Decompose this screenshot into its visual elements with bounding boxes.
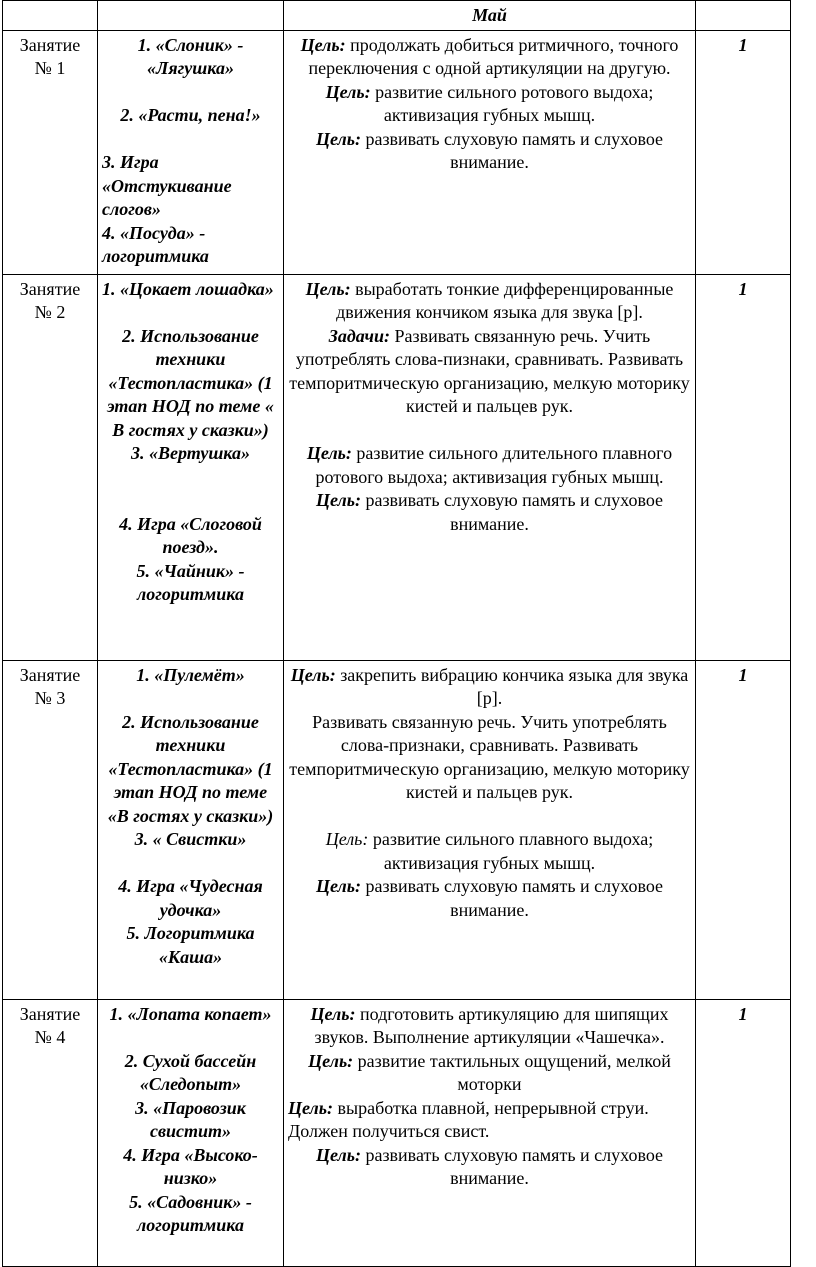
activity-item: 3. «Паровозик свистит»	[135, 1097, 246, 1141]
goal-label: Цель:	[290, 664, 336, 685]
lesson-label: Занятие	[19, 278, 81, 299]
activity-item: 5. Логоритмика «Каша»	[126, 923, 255, 967]
goal-text: развивать слуховую память и слуховое внимание.	[360, 128, 664, 172]
goal-label: Цель:	[315, 876, 361, 896]
goal-text: продолжать добиться ритмичного, точного переключения с одной артикуляции на другую.	[308, 34, 679, 78]
activity-item: 2. Сухой бассейн «Следопыт»	[124, 1050, 257, 1094]
goal-text: выработать тонкие дифференцированные движения кончиком языка для звука [р].	[336, 278, 674, 322]
lesson-number: № 2	[34, 302, 66, 322]
activity-item: 2. Использование техники «Тестопластика» (1 этап НОД по теме « В гостях у сказки»)	[107, 325, 274, 440]
activities-cell	[98, 30, 284, 274]
goal-item	[288, 81, 691, 128]
goal-item	[288, 711, 691, 805]
activity-item: 2. «Расти, пена!»	[120, 105, 261, 125]
goals-cell	[284, 999, 696, 1266]
activity-item: 4. «Посуда» - логоритмика	[102, 222, 209, 266]
goals-cell	[284, 274, 696, 660]
hours-cell: 1	[696, 660, 791, 999]
goal-text: развитие сильного плавного выдоха; активизация губных мышц.	[368, 829, 654, 873]
header-cell-empty	[3, 1, 98, 31]
goal-item	[288, 875, 691, 922]
table-row	[3, 274, 791, 660]
lesson-label: Занятие	[19, 664, 81, 685]
goal-text: развивать слуховую память и слуховое внимание.	[360, 876, 664, 920]
goals-cell	[284, 30, 696, 274]
lesson-number-cell	[3, 999, 98, 1266]
activities-cell	[98, 999, 284, 1266]
goal-item	[288, 442, 691, 489]
activities-cell	[98, 660, 284, 999]
goal-label: Цель:	[315, 490, 361, 510]
activities-cell	[98, 274, 284, 660]
goal-text: Развивать связанную речь. Учить употреблять слова-признаки, сравнивать. Развивать темпоритмическую организацию, мелкую моторику кистей и пальцев рук.	[289, 711, 690, 802]
table-row	[3, 660, 791, 999]
goal-text: развивать слуховую память и слуховое внимание.	[360, 1144, 664, 1188]
lesson-number-cell	[3, 30, 98, 274]
goal-text: развивать слуховую память и слуховое внимание.	[360, 490, 664, 534]
goal-item	[288, 278, 691, 325]
hours-cell: 1	[696, 30, 791, 274]
goal-label: Цель:	[288, 1097, 333, 1118]
goal-text: подготовить артикуляцию для шипящих звуков. Выполнение артикуляции «Чашечка».	[314, 1003, 669, 1047]
goal-label: Цель:	[306, 443, 352, 463]
goal-item	[288, 325, 691, 419]
goal-label: Цель:	[305, 278, 351, 299]
hours-cell: 1	[696, 274, 791, 660]
lesson-label: Занятие	[19, 1003, 81, 1024]
table-row	[3, 999, 791, 1266]
goal-item	[288, 1003, 691, 1050]
activity-item: 4. Игра «Слоговой поезд».	[119, 513, 262, 557]
activity-item: 1. «Цокает лошадка»	[102, 278, 274, 299]
goal-text: развитие сильного ротового выдоха; активизация губных мышц.	[370, 81, 654, 125]
activity-item: 5. «Садовник» - логоритмика	[129, 1191, 252, 1235]
lesson-number: № 3	[34, 688, 66, 708]
activity-item: 4. Игра «Высоко-низко»	[123, 1144, 258, 1188]
goal-text: развитие сильного длительного плавного ротового выдоха; активизация губных мышц.	[315, 443, 673, 487]
lesson-number-cell	[3, 660, 98, 999]
goal-item	[288, 664, 691, 711]
header-cell-empty	[98, 1, 284, 31]
activity-item: 3. «Вертушка»	[131, 443, 250, 463]
table-row	[3, 30, 791, 274]
goal-text: закрепить вибрацию кончика языка для звука [р].	[335, 664, 689, 708]
month-header: Май	[284, 1, 696, 31]
activity-item: 5. «Чайник» - логоритмика	[136, 560, 245, 604]
goal-label: Цель:	[325, 829, 369, 849]
goal-item	[288, 489, 691, 536]
goal-label: Цель:	[315, 128, 361, 149]
goal-item	[288, 34, 691, 81]
lesson-number: № 4	[34, 1027, 66, 1047]
activity-item: 1. «Слоник» - «Лягушка»	[137, 34, 244, 78]
goal-label: Цель:	[308, 1050, 354, 1071]
hours-cell: 1	[696, 999, 791, 1266]
lesson-number-cell	[3, 274, 98, 660]
header-cell-empty	[696, 1, 791, 31]
goal-item	[288, 1050, 691, 1097]
tasks-label: Задачи:	[328, 325, 391, 346]
activity-item: 3. « Свистки»	[134, 829, 247, 849]
activity-item: 3. Игра «Отстукивание слогов»	[102, 152, 232, 219]
activity-item: 1. «Лопата копает»	[109, 1003, 272, 1024]
goal-item	[288, 1144, 691, 1191]
lesson-label: Занятие	[19, 34, 81, 55]
goal-label: Цель:	[310, 1003, 356, 1024]
goal-label: Цель:	[325, 81, 371, 102]
goal-item	[288, 828, 691, 875]
goal-label: Цель:	[300, 34, 346, 55]
goal-item	[288, 128, 691, 175]
goal-label: Цель:	[315, 1144, 361, 1165]
activity-item: 1. «Пулемёт»	[136, 664, 245, 685]
lesson-number: № 1	[34, 58, 66, 78]
goal-text: выработка плавной, непрерывной струи. Должен получиться свист.	[288, 1097, 649, 1141]
activity-item: 4. Игра «Чудесная удочка»	[118, 876, 263, 920]
activity-item: 2. Использование техники «Тестопластика» (1 этап НОД по теме «В гостях у сказки»)	[107, 711, 274, 826]
goal-text: Развивать связанную речь. Учить употреблять слова-пизнаки, сравнивать. Развивать темпоритмическую организацию, мелкую моторику кистей и пальцев рук.	[289, 325, 690, 416]
goals-cell	[284, 660, 696, 999]
goal-text: развитие тактильных ощущений, мелкой моторки	[353, 1050, 671, 1094]
lesson-plan-table	[2, 0, 791, 1267]
goal-item	[288, 1097, 691, 1144]
table-header-row	[3, 1, 791, 31]
